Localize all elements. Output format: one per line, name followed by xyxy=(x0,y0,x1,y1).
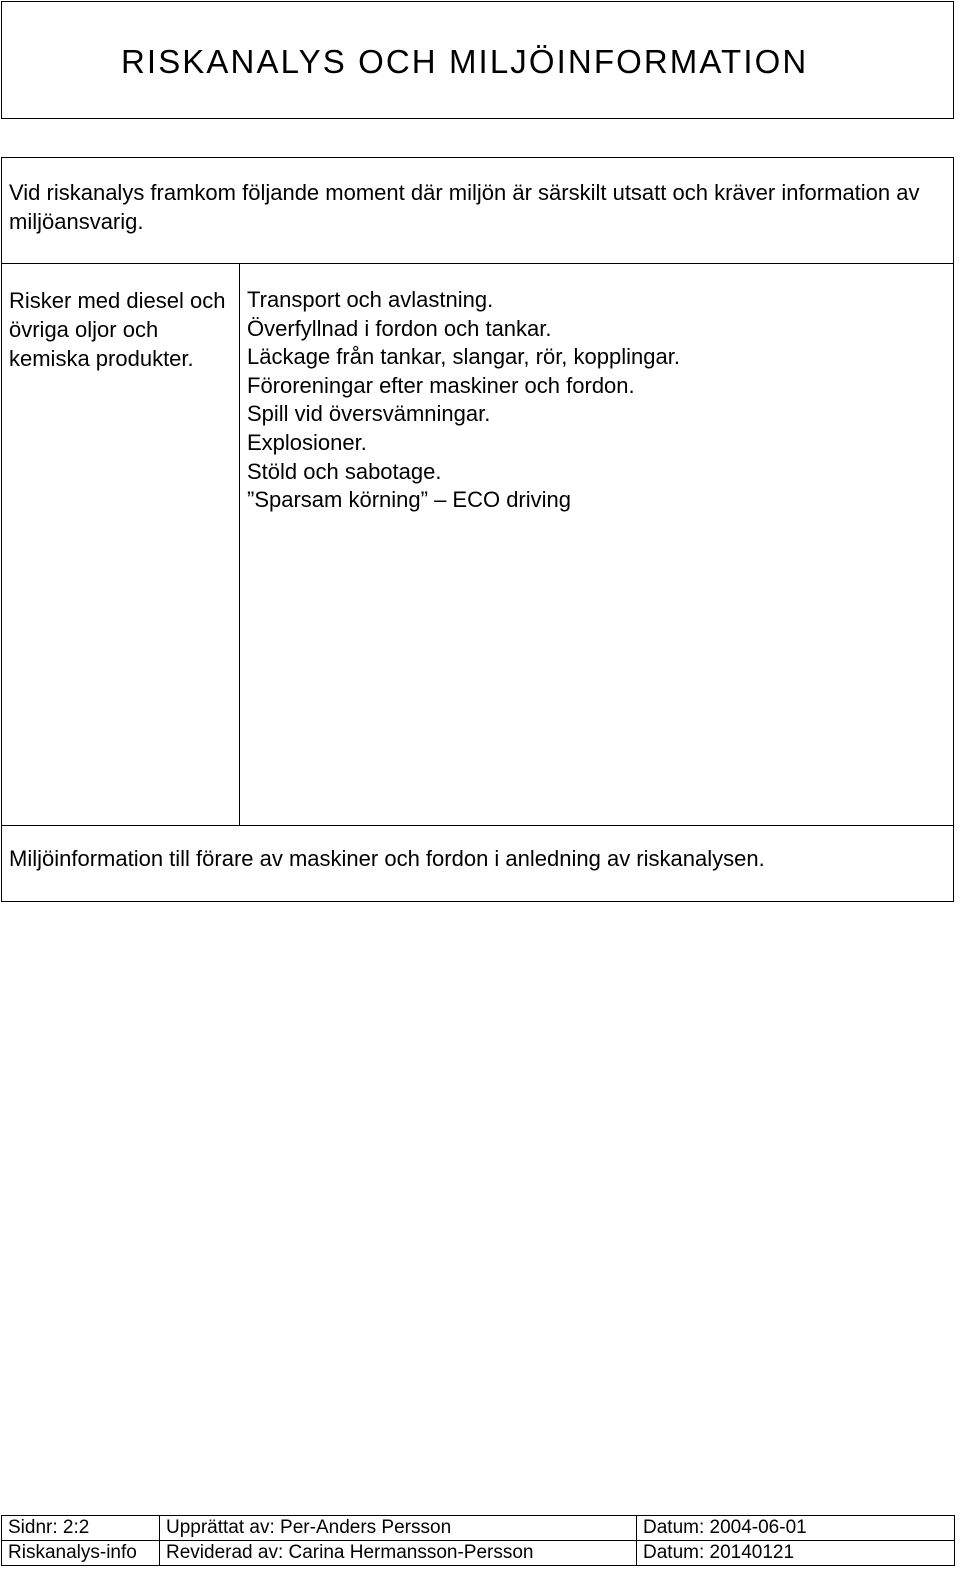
risk-item: Explosioner. xyxy=(247,429,367,455)
risk-list xyxy=(247,286,680,515)
risk-item: ”Sparsam körning” – ECO driving xyxy=(247,487,572,513)
document-name: Riskanalys-info xyxy=(2,1541,160,1566)
page-number: Sidnr: 2:2 xyxy=(2,1516,160,1541)
document-footer xyxy=(1,1515,955,1566)
footer-row xyxy=(2,1541,955,1566)
risk-item: Föroreningar efter maskiner och fordon. xyxy=(247,372,635,398)
created-by: Upprättat av: Per-Anders Persson xyxy=(160,1516,637,1541)
title-box xyxy=(1,1,954,119)
intro-row xyxy=(2,158,953,264)
page-title: RISKANALYS OCH MILJÖINFORMATION xyxy=(121,43,809,80)
intro-text: Vid riskanalys framkom följande moment där miljön är särskilt utsatt och kräver information av miljöansvarig. xyxy=(9,180,920,234)
footer-row xyxy=(2,1516,955,1541)
revised-date: Datum: 20140121 xyxy=(637,1541,955,1566)
risk-item: Stöld och sabotage. xyxy=(247,458,442,484)
created-date: Datum: 2004-06-01 xyxy=(637,1516,955,1541)
risk-item: Transport och avlastning. xyxy=(247,287,494,312)
revised-by: Reviderad av: Carina Hermansson-Persson xyxy=(160,1541,637,1566)
risk-item: Läckage från tankar, slangar, rör, kopplingar. xyxy=(247,344,680,370)
risk-row xyxy=(2,263,953,826)
risk-item: Spill vid översvämningar. xyxy=(247,401,491,427)
risk-table xyxy=(1,157,954,902)
risk-category-cell xyxy=(2,263,240,825)
info-heading: Miljöinformation till förare av maskiner och fordon i anledning av riskanalysen. xyxy=(9,846,765,871)
risk-item: Överfyllnad i fordon och tankar. xyxy=(247,315,552,341)
risk-category: Risker med diesel och övriga oljor och kemiska produkter. xyxy=(9,288,226,371)
